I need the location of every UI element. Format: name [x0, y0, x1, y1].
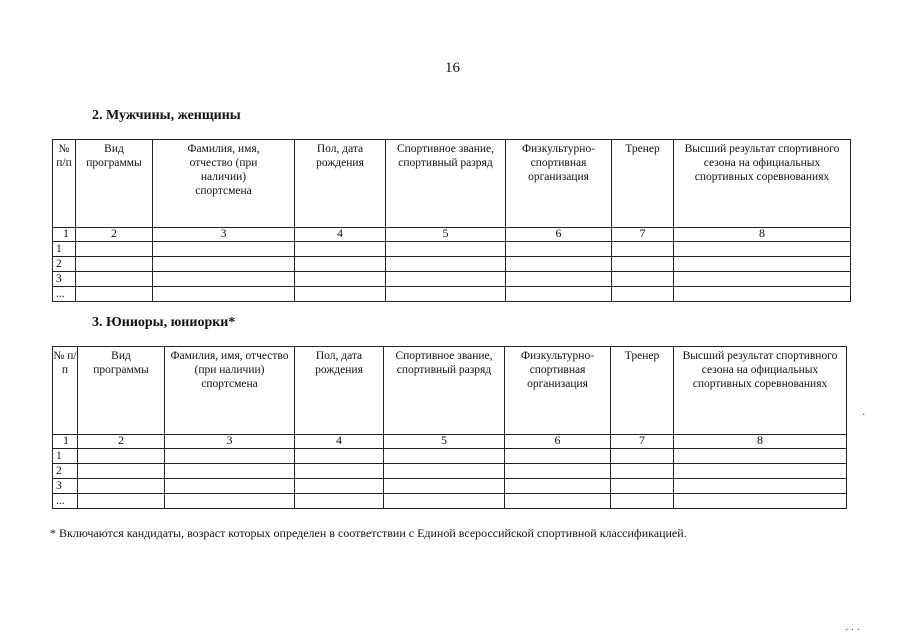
column-number: 2: [76, 228, 153, 242]
row-label: 3: [53, 479, 78, 494]
column-number: 5: [384, 435, 505, 449]
empty-cell: [674, 464, 847, 479]
empty-cell: [674, 494, 847, 509]
column-number: 7: [612, 228, 674, 242]
header-cell-sport-rank: Спортивное звание, спортивный разряд: [386, 140, 506, 228]
header-cell-best-result: Высший результат спортивного сезона на официальных спортивных соревнованиях: [674, 347, 847, 435]
empty-cell: [674, 242, 851, 257]
empty-cell: [295, 464, 384, 479]
empty-cell: [384, 449, 505, 464]
empty-cell: [506, 242, 612, 257]
empty-cell: [674, 257, 851, 272]
empty-cell: [611, 494, 674, 509]
header-cell-athlete-name: Фамилия, имя, отчество (при наличии) спортсмена: [165, 347, 295, 435]
column-number: 3: [153, 228, 295, 242]
row-label: 2: [53, 464, 78, 479]
header-cell-organization: Физкультурно-спортивная организация: [506, 140, 612, 228]
column-number: 4: [295, 435, 384, 449]
scan-speck: ·: [862, 410, 866, 421]
table-row: [53, 257, 851, 272]
column-number: 1: [53, 435, 78, 449]
table-row: [53, 464, 847, 479]
empty-cell: [76, 242, 153, 257]
empty-cell: [386, 287, 506, 302]
column-number: 7: [611, 435, 674, 449]
empty-cell: [505, 479, 611, 494]
empty-cell: [78, 449, 165, 464]
row-label: 1: [53, 242, 76, 257]
empty-cell: [295, 287, 386, 302]
empty-cell: [674, 479, 847, 494]
empty-cell: [295, 257, 386, 272]
table-row: [53, 272, 851, 287]
header-cell-coach: Тренер: [611, 347, 674, 435]
column-number: 5: [386, 228, 506, 242]
empty-cell: [165, 449, 295, 464]
empty-cell: [165, 494, 295, 509]
empty-cell: [612, 287, 674, 302]
scan-speck: · · ·: [845, 625, 860, 636]
empty-cell: [612, 257, 674, 272]
empty-cell: [78, 479, 165, 494]
empty-cell: [295, 272, 386, 287]
page-number: 16: [445, 60, 460, 76]
column-number: 8: [674, 228, 851, 242]
header-row: [53, 347, 847, 435]
row-label: ...: [53, 287, 76, 302]
empty-cell: [153, 242, 295, 257]
column-number-row: [53, 435, 847, 449]
footnote: * Включаются кандидаты, возраст которых определен в соответствии с Единой всероссийской спортивной классификацией.: [50, 526, 687, 540]
empty-cell: [505, 464, 611, 479]
header-cell-program: Вид программы: [76, 140, 153, 228]
empty-cell: [295, 449, 384, 464]
empty-cell: [611, 449, 674, 464]
athletes-table-men-women: [52, 139, 851, 302]
column-number: 1: [53, 228, 76, 242]
column-number: 6: [505, 435, 611, 449]
empty-cell: [78, 494, 165, 509]
empty-cell: [153, 257, 295, 272]
header-cell-number: № п/п: [53, 140, 76, 228]
empty-cell: [506, 257, 612, 272]
empty-cell: [505, 494, 611, 509]
empty-cell: [295, 479, 384, 494]
empty-cell: [295, 242, 386, 257]
row-label: 2: [53, 257, 76, 272]
empty-cell: [384, 464, 505, 479]
header-cell-sex-birth: Пол, дата рождения: [295, 347, 384, 435]
empty-cell: [165, 479, 295, 494]
empty-cell: [384, 479, 505, 494]
column-number: 3: [165, 435, 295, 449]
table-row: [53, 494, 847, 509]
column-number-row: [53, 228, 851, 242]
empty-cell: [295, 494, 384, 509]
column-number: 2: [78, 435, 165, 449]
empty-cell: [76, 287, 153, 302]
header-cell-organization: Физкультурно-спортивная организация: [505, 347, 611, 435]
section-title-juniors: 3. Юниоры, юниорки*: [92, 315, 236, 330]
header-cell-best-result: Высший результат спортивного сезона на официальных спортивных соревнованиях: [674, 140, 851, 228]
table-row: [53, 449, 847, 464]
empty-cell: [674, 287, 851, 302]
header-cell-coach: Тренер: [612, 140, 674, 228]
table-row: [53, 479, 847, 494]
header-cell-sport-rank: Спортивное звание, спортивный разряд: [384, 347, 505, 435]
header-row: [53, 140, 851, 228]
empty-cell: [674, 449, 847, 464]
empty-cell: [611, 479, 674, 494]
empty-cell: [76, 272, 153, 287]
empty-cell: [386, 257, 506, 272]
empty-cell: [386, 272, 506, 287]
empty-cell: [78, 464, 165, 479]
empty-cell: [153, 287, 295, 302]
empty-cell: [153, 272, 295, 287]
header-cell-number: № п/п: [53, 347, 78, 435]
empty-cell: [505, 449, 611, 464]
row-label: ...: [53, 494, 78, 509]
column-number: 8: [674, 435, 847, 449]
empty-cell: [76, 257, 153, 272]
section-title-men-women: 2. Мужчины, женщины: [92, 108, 241, 123]
empty-cell: [386, 242, 506, 257]
table-row: [53, 242, 851, 257]
empty-cell: [612, 242, 674, 257]
empty-cell: [612, 272, 674, 287]
athletes-table-juniors: [52, 346, 847, 509]
row-label: 1: [53, 449, 78, 464]
row-label: 3: [53, 272, 76, 287]
empty-cell: [611, 464, 674, 479]
empty-cell: [506, 287, 612, 302]
column-number: 4: [295, 228, 386, 242]
header-cell-sex-birth: Пол, дата рождения: [295, 140, 386, 228]
column-number: 6: [506, 228, 612, 242]
empty-cell: [674, 272, 851, 287]
header-cell-athlete-name: Фамилия, имя, отчество (при наличии) спортсмена: [153, 140, 295, 228]
empty-cell: [384, 494, 505, 509]
header-cell-program: Вид программы: [78, 347, 165, 435]
empty-cell: [165, 464, 295, 479]
empty-cell: [506, 272, 612, 287]
table-row: [53, 287, 851, 302]
